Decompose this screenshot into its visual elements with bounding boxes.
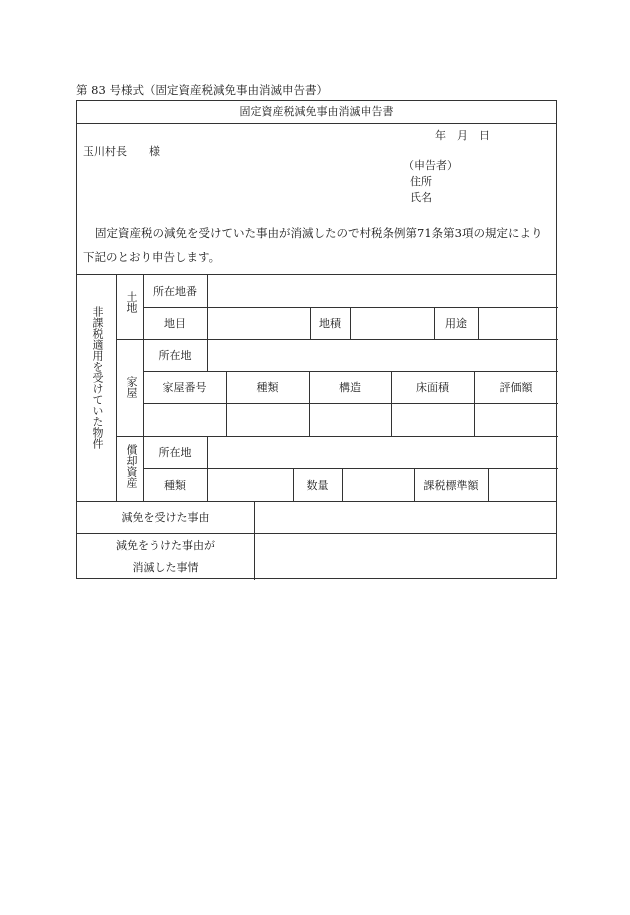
house-type-field[interactable]	[226, 403, 309, 436]
declaration-text	[83, 221, 553, 269]
house-floor-area-field[interactable]	[391, 403, 474, 436]
house-number-field[interactable]	[143, 403, 226, 436]
addressee: 玉川村長 様	[83, 145, 160, 158]
form-frame	[76, 100, 557, 579]
house-header-number: 家屋番号	[162, 381, 207, 394]
house-location-field[interactable]	[207, 339, 558, 371]
house-structure-field[interactable]	[309, 403, 391, 436]
form-number: 第 83 号様式（固定資産税減免事由消滅申告書）	[76, 83, 328, 97]
date-line: 年 月 日	[435, 129, 490, 142]
land-category-label: 地目	[164, 317, 186, 330]
form-title: 固定資産税減免事由消滅申告書	[77, 101, 556, 124]
depreciable-label: 償却資産	[125, 444, 138, 488]
circumstance-field[interactable]	[254, 533, 558, 580]
section-label: 非課税適用を受けていた物件	[91, 306, 104, 449]
reason-label: 減免を受けた事由	[121, 511, 210, 524]
land-area-label: 地積	[319, 317, 341, 330]
depreciable-quantity-field[interactable]	[342, 468, 414, 501]
applicant-label: （申告者）	[403, 159, 458, 172]
depreciable-location-field[interactable]	[207, 436, 558, 468]
land-area-field[interactable]	[350, 307, 434, 339]
house-header-valuation: 評価額	[499, 381, 533, 394]
land-location-label: 所在地番	[153, 284, 197, 298]
house-header-type: 種類	[256, 381, 279, 394]
circumstance-label-line-2: 消滅した事情	[132, 560, 199, 574]
land-usage-field[interactable]	[478, 307, 558, 339]
land-label: 土地	[125, 291, 138, 313]
declaration-line-1: 固定資産税の減免を受けていた事由が消滅したので村税条例第71条第3項の規定により	[95, 226, 543, 240]
house-header-structure: 構造	[339, 381, 361, 394]
house-label: 家屋	[125, 376, 138, 398]
house-header-floor-area: 床面積	[416, 381, 449, 394]
house-valuation-field[interactable]	[474, 403, 558, 436]
depreciable-tax-base-label: 課税標準額	[423, 478, 479, 492]
circumstance-label-line-1: 減免をうけた事由が	[116, 538, 215, 552]
reason-field[interactable]	[254, 501, 558, 533]
depreciable-quantity-label: 数量	[306, 478, 329, 492]
name-label: 氏名	[410, 191, 432, 204]
depreciable-tax-base-field[interactable]	[488, 468, 558, 501]
house-location-label: 所在地	[158, 349, 192, 362]
circumstance-label	[77, 533, 254, 580]
address-label: 住所	[410, 175, 432, 188]
land-location-field[interactable]	[207, 274, 558, 307]
declaration-line-2: 下記のとおり申告します。	[83, 250, 221, 264]
depreciable-type-field[interactable]	[207, 468, 293, 501]
land-usage-label: 用途	[445, 317, 467, 330]
depreciable-type-label: 種類	[164, 478, 186, 492]
depreciable-location-label: 所在地	[158, 446, 192, 459]
land-category-field[interactable]	[207, 307, 310, 339]
